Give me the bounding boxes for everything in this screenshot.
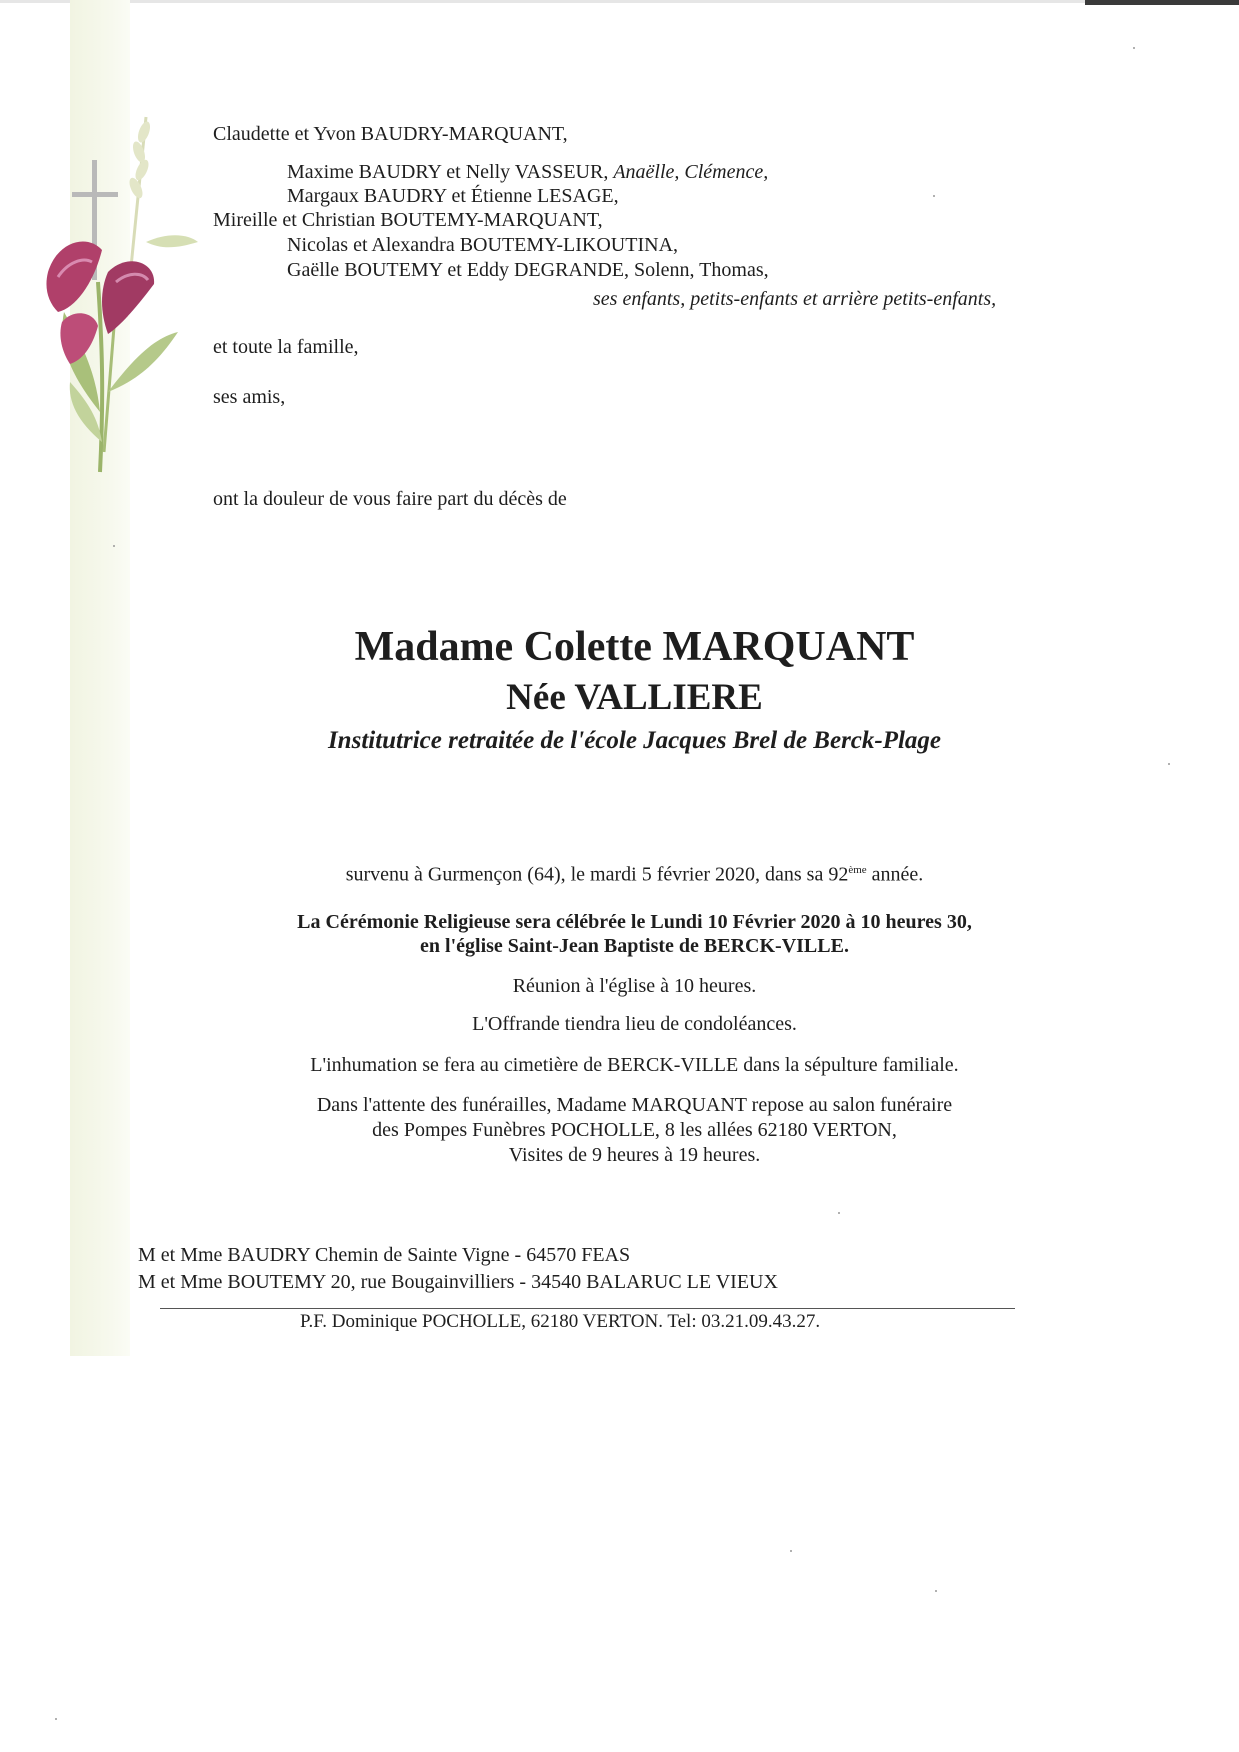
cross-and-lily-illustration <box>28 112 208 482</box>
scan-speck <box>838 1212 840 1214</box>
scan-speck <box>1168 763 1170 765</box>
maiden-name: Née VALLIERE <box>506 677 763 718</box>
family-line-2-names: Maxime BAUDRY et Nelly VASSEUR, <box>287 161 609 183</box>
scan-speck <box>113 545 115 547</box>
burial-line: L'inhumation se fera au cimetière de BERCK-VILLE dans la sépulture familiale. <box>310 1054 959 1076</box>
scan-speck <box>1133 47 1135 49</box>
footer-divider <box>160 1308 1015 1309</box>
address-boutemy: M et Mme BOUTEMY 20, rue Bougainvilliers - 34540 BALARUC LE VIEUX <box>138 1271 778 1293</box>
family-line-6: Gaëlle BOUTEMY et Eddy DEGRANDE, Solenn, Thomas, <box>287 259 769 281</box>
ceremony-line-2: en l'église Saint-Jean Baptiste de BERCK-VILLE. <box>420 935 849 957</box>
family-line-4: Mireille et Christian BOUTEMY-MARQUANT, <box>213 209 603 231</box>
family-all-line: et toute la famille, <box>213 336 359 358</box>
scan-speck <box>935 1590 937 1592</box>
death-date-text: survenu à Gurmençon (64), le mardi 5 février 2020, dans sa 92 <box>345 863 849 886</box>
lily-flower-icon <box>102 261 154 334</box>
family-line-3: Margaux BAUDRY et Étienne LESAGE, <box>287 185 619 207</box>
visit-hours-line: Visites de 9 heures à 19 heures. <box>508 1144 761 1166</box>
death-date-suffix: année. <box>866 863 924 886</box>
top-edge-line <box>0 0 1085 3</box>
family-line-2-grandchildren: Anaëlle, Clémence, <box>613 161 769 183</box>
top-edge-dark-line <box>1085 0 1239 5</box>
profession-line: Institutrice retraitée de l'école Jacques Brel de Berck-Plage <box>327 727 942 754</box>
announcement-line: ont la douleur de vous faire part du décès de <box>213 488 567 510</box>
scan-speck <box>933 195 935 197</box>
reunion-line: Réunion à l'église à 10 heures. <box>512 975 757 997</box>
scan-speck <box>790 1550 792 1552</box>
death-date-line <box>0 858 1239 887</box>
funeral-director-line: P.F. Dominique POCHOLLE, 62180 VERTON. Tel: 03.21.09.43.27. <box>300 1311 821 1332</box>
family-line-2 <box>287 160 768 184</box>
ordinal-superscript: ème <box>848 864 867 876</box>
rest-line-1: Dans l'attente des funérailles, Madame MARQUANT repose au salon funéraire <box>316 1094 953 1116</box>
friends-line: ses amis, <box>213 386 286 408</box>
family-line-1: Claudette et Yvon BAUDRY-MARQUANT, <box>213 123 568 145</box>
family-line-5: Nicolas et Alexandra BOUTEMY-LIKOUTINA, <box>287 234 679 256</box>
ceremony-line-1: La Cérémonie Religieuse sera célébrée le Lundi 10 Février 2020 à 10 heures 30, <box>297 911 972 933</box>
offering-line: L'Offrande tiendra lieu de condoléances. <box>472 1013 797 1035</box>
rest-line-2: des Pompes Funèbres POCHOLLE, 8 les allées 62180 VERTON, <box>372 1119 897 1141</box>
family-relation-line: ses enfants, petits-enfants et arrière petits-enfants, <box>593 288 997 310</box>
scan-speck <box>55 1718 57 1720</box>
address-baudry: M et Mme BAUDRY Chemin de Sainte Vigne - 64570 FEAS <box>138 1244 631 1266</box>
lily-flower-icon <box>60 313 98 364</box>
deceased-name: Madame Colette MARQUANT <box>354 624 915 670</box>
